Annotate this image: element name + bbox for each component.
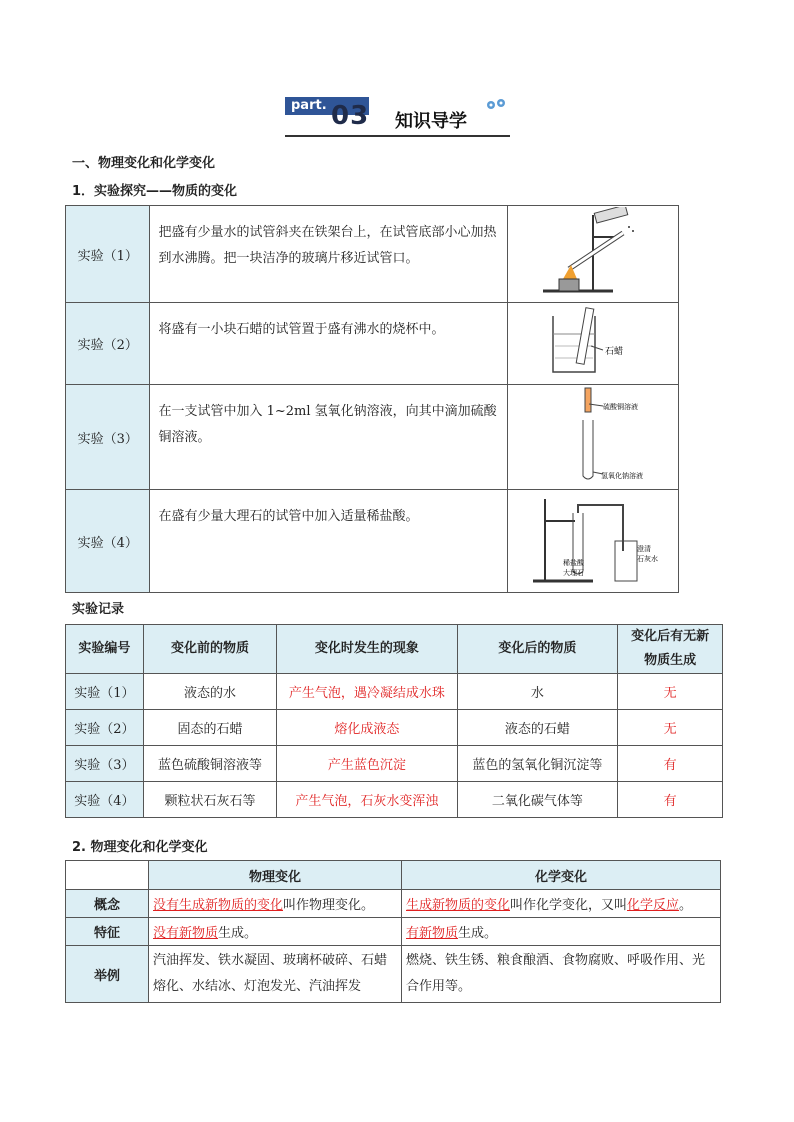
table-cell: 汽油挥发、铁水凝固、玻璃杯破碎、石蜡熔化、水结冰、灯泡发光、汽油挥发	[149, 946, 402, 1003]
table-cell: 产生气泡，石灰水变浑浊	[277, 782, 457, 818]
table-cell: 有	[618, 746, 723, 782]
gas-apparatus-figure	[507, 490, 678, 593]
part-label: part.	[291, 98, 327, 113]
droplets-icon	[485, 97, 509, 111]
column-header: 实验编号	[66, 625, 144, 674]
comparison-header-row	[66, 861, 721, 890]
table-cell: 实验（3）	[66, 746, 144, 782]
empty-header	[66, 861, 149, 890]
figure-label: 氢氧化钠溶液	[600, 472, 643, 480]
table-cell: 实验（2）	[66, 710, 144, 746]
table-row	[66, 710, 723, 746]
table-cell: 实验（4）	[66, 782, 144, 818]
record-table	[65, 624, 723, 818]
table-cell: 颗粒状石灰石等	[143, 782, 276, 818]
column-header: 变化时发生的现象	[277, 625, 457, 674]
experiment-row	[66, 303, 679, 385]
section-header	[285, 95, 510, 139]
table-row	[66, 946, 721, 1003]
table-cell: 实验（1）	[66, 674, 144, 710]
table-cell: 燃烧、铁生锈、粮食酿酒、食物腐败、呼吸作用、光合作用等。	[402, 946, 721, 1003]
table-cell: 二氧化碳气体等	[457, 782, 618, 818]
heating-apparatus-figure	[507, 206, 678, 303]
table-cell: 没有新物质生成。	[149, 918, 402, 946]
experiment-text: 在一支试管中加入 1~2ml 氢氧化钠溶液，向其中滴加硫酸铜溶液。	[158, 404, 497, 445]
table-cell: 有	[618, 782, 723, 818]
table-cell: 无	[618, 674, 723, 710]
table-cell: 蓝色硫酸铜溶液等	[143, 746, 276, 782]
beaker-figure	[507, 303, 678, 385]
experiment-label: 实验（3）	[66, 385, 150, 490]
part-number: 03	[331, 101, 370, 131]
table-row	[66, 674, 723, 710]
experiment-label: 实验（1）	[66, 206, 150, 303]
test-tube-figure	[507, 385, 678, 490]
experiment-text: 把盛有少量水的试管斜夹在铁架台上，在试管底部小心加热到水沸腾。把一块洁净的玻璃片移近试管口。	[158, 225, 497, 266]
table-cell: 生成新物质的变化叫作化学变化，又叫化学反应。	[402, 890, 721, 918]
section-title: 知识导学	[395, 111, 467, 132]
heading-3: 实验记录	[72, 602, 125, 617]
table-cell: 水	[457, 674, 618, 710]
figure-label: 硫酸铜溶液	[602, 403, 638, 411]
experiment-label: 实验（2）	[66, 303, 150, 385]
heading-2: 1．实验探究——物质的变化	[72, 184, 238, 199]
figure-label: 石灰水	[636, 555, 658, 563]
table-cell: 有新物质生成。	[402, 918, 721, 946]
experiment-row	[66, 385, 679, 490]
row-label: 举例	[66, 946, 149, 1003]
heading-1: 一、物理变化和化学变化	[72, 156, 216, 171]
header-underline	[285, 135, 510, 137]
comparison-table	[65, 860, 721, 1003]
table-cell: 没有生成新物质的变化叫作物理变化。	[149, 890, 402, 918]
table-cell: 产生气泡，遇冷凝结成水珠	[277, 674, 457, 710]
column-header: 变化前的物质	[143, 625, 276, 674]
table-row	[66, 746, 723, 782]
table-cell: 液态的水	[143, 674, 276, 710]
experiment-text: 将盛有一小块石蜡的试管置于盛有沸水的烧杯中。	[158, 322, 445, 337]
column-header: 变化后的物质	[457, 625, 618, 674]
figure-label: 稀盐酸	[562, 559, 584, 567]
figure-label: 澄清	[636, 545, 651, 553]
table-row	[66, 890, 721, 918]
column-header: 化学变化	[402, 861, 721, 890]
experiment-row	[66, 490, 679, 593]
table-cell: 液态的石蜡	[457, 710, 618, 746]
experiment-table	[65, 205, 679, 593]
column-header: 物理变化	[149, 861, 402, 890]
experiment-text: 在盛有少量大理石的试管中加入适量稀盐酸。	[158, 509, 419, 524]
table-cell: 固态的石蜡	[143, 710, 276, 746]
table-row	[66, 782, 723, 818]
figure-label: 石蜡	[604, 346, 623, 357]
table-cell: 蓝色的氢氧化铜沉淀等	[457, 746, 618, 782]
experiment-label: 实验（4）	[66, 490, 150, 593]
heading-4: 2. 物理变化和化学变化	[72, 840, 208, 855]
table-cell: 熔化成液态	[277, 710, 457, 746]
table-cell: 产生蓝色沉淀	[277, 746, 457, 782]
row-label: 概念	[66, 890, 149, 918]
row-label: 特征	[66, 918, 149, 946]
figure-label: 大理石	[562, 569, 584, 577]
table-cell: 无	[618, 710, 723, 746]
column-header: 变化后有无新物质生成	[618, 625, 723, 674]
record-header-row	[66, 625, 723, 674]
table-row	[66, 918, 721, 946]
experiment-row	[66, 206, 679, 303]
